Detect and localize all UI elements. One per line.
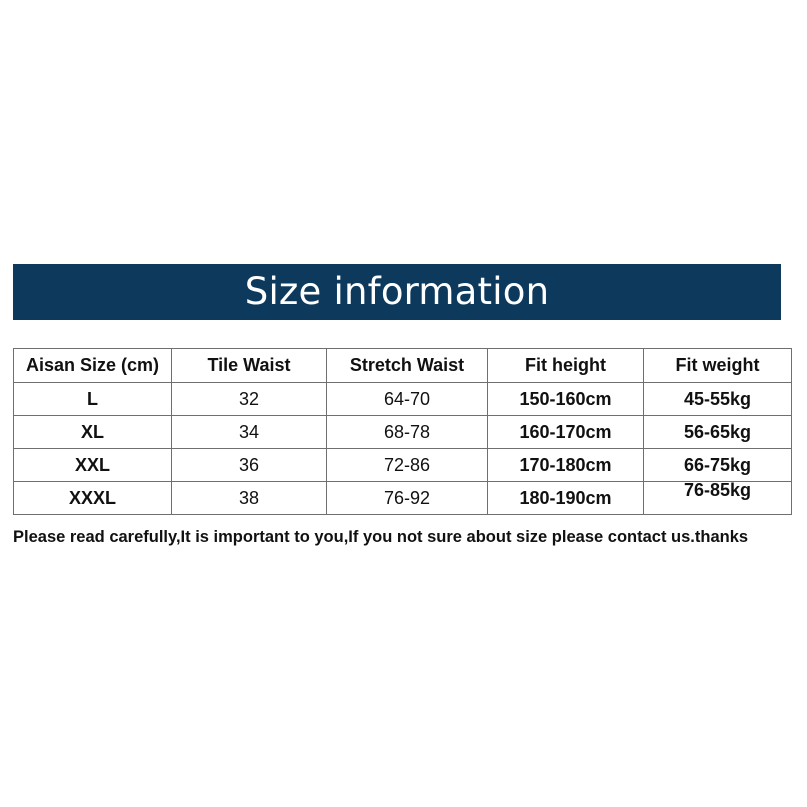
header-fit-height: Fit height bbox=[488, 349, 644, 383]
table-row bbox=[14, 383, 792, 416]
table-header-row bbox=[14, 349, 792, 383]
cell-fit-weight: 66-75kg bbox=[644, 449, 792, 482]
cell-fit-weight: 56-65kg bbox=[644, 416, 792, 449]
cell-fit-weight bbox=[644, 479, 792, 515]
table-row bbox=[14, 449, 792, 482]
cell-size: XXXL bbox=[14, 482, 172, 515]
cell-fit-height: 170-180cm bbox=[488, 449, 644, 482]
size-note: Please read carefully,It is important to you,If you not sure about size please contact us.thanks bbox=[13, 528, 749, 546]
cell-fit-height: 150-160cm bbox=[488, 383, 644, 416]
banner-title: Size information bbox=[244, 269, 550, 313]
header-size: Aisan Size (cm) bbox=[14, 349, 172, 383]
cell-fit-weight-text: 76-85kg bbox=[683, 479, 752, 500]
cell-fit-height: 160-170cm bbox=[488, 416, 644, 449]
cell-stretch-waist: 64-70 bbox=[327, 383, 488, 416]
cell-size: L bbox=[14, 383, 172, 416]
cell-tile-waist: 38 bbox=[172, 482, 327, 515]
table-row bbox=[14, 482, 792, 515]
size-table bbox=[13, 348, 792, 515]
cell-tile-waist: 32 bbox=[172, 383, 327, 416]
cell-tile-waist: 36 bbox=[172, 449, 327, 482]
header-fit-weight: Fit weight bbox=[644, 349, 792, 383]
header-tile-waist: Tile Waist bbox=[172, 349, 327, 383]
cell-tile-waist: 34 bbox=[172, 416, 327, 449]
title-banner bbox=[13, 264, 781, 320]
cell-stretch-waist: 68-78 bbox=[327, 416, 488, 449]
cell-size: XXL bbox=[14, 449, 172, 482]
cell-fit-height: 180-190cm bbox=[488, 482, 644, 515]
cell-stretch-waist: 72-86 bbox=[327, 449, 488, 482]
header-stretch-waist: Stretch Waist bbox=[327, 349, 488, 383]
cell-stretch-waist: 76-92 bbox=[327, 482, 488, 515]
cell-fit-weight: 45-55kg bbox=[644, 383, 792, 416]
table-row bbox=[14, 416, 792, 449]
cell-size: XL bbox=[14, 416, 172, 449]
